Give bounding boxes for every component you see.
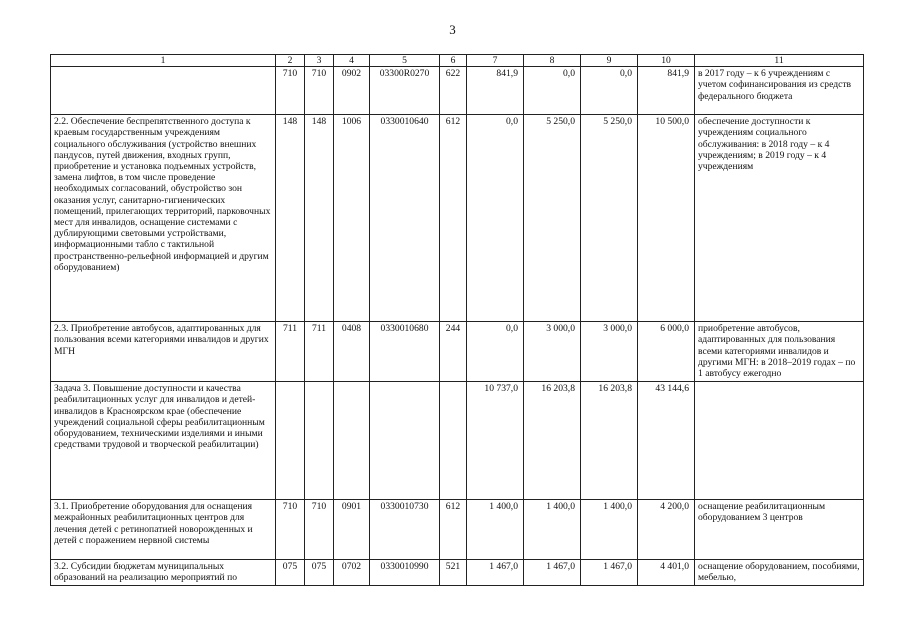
amount-2018: 16 203,8 [524, 382, 581, 500]
rz-code: 075 [305, 560, 334, 586]
grbs-code [276, 382, 305, 500]
amount-2019: 1 400,0 [581, 500, 638, 560]
amount-2019: 3 000,0 [581, 322, 638, 382]
column-number: 10 [638, 55, 695, 67]
amount-total: 4 200,0 [638, 500, 695, 560]
amount-2019: 5 250,0 [581, 115, 638, 322]
csr-code: 0330010990 [370, 560, 440, 586]
grbs-code: 710 [276, 67, 305, 115]
column-number: 2 [276, 55, 305, 67]
expected-result: в 2017 году – к 6 учреждениям с учетом софинансирования из средств федерального бюджета [695, 67, 864, 115]
activity-name: 3.1. Приобретение оборудования для оснащения межрайонных реабилитационных центров для лечения детей с ретинопатией новорожденных и детей с поражением нервной системы [51, 500, 276, 560]
grbs-code: 148 [276, 115, 305, 322]
vr-code: 612 [440, 500, 467, 560]
pr-code: 0902 [334, 67, 370, 115]
amount-total: 43 144,6 [638, 382, 695, 500]
vr-code: 622 [440, 67, 467, 115]
amount-2018: 1 400,0 [524, 500, 581, 560]
budget-table [50, 54, 864, 586]
rz-code [305, 382, 334, 500]
activity-name [51, 67, 276, 115]
table-row [51, 560, 864, 586]
table-row [51, 500, 864, 560]
activity-name: 2.2. Обеспечение беспрепятственного доступа к краевым государственным учреждениям социального обслуживания (устройство внешних пандусов, путей движения, входных групп, приобретение и установка подъемных устройств, замена лифтов, в том числе проведение необходимых согласований, обустройство зон оказания услуг, санитарно-гигиенических помещений, прилегающих территорий, парковочных мест для инвалидов, оснащение системами с дублирующими световыми устройствами, информационными табло с тактильной пространственно-рельефной информацией и другим оборудованием) [51, 115, 276, 322]
amount-2019: 16 203,8 [581, 382, 638, 500]
activity-name: 2.3. Приобретение автобусов, адаптированных для пользования всеми категориями инвалидов и других МГН [51, 322, 276, 382]
csr-code: 0330010680 [370, 322, 440, 382]
task-name: Задача 3. Повышение доступности и качества реабилитационных услуг для инвалидов и детей-инвалидов в Красноярском крае (обеспечение учреждений социальной сферы реабилитационным оборудованием, техническими изделиями и иными средствами трудовой и творческой реабилитации) [51, 382, 276, 500]
column-number: 1 [51, 55, 276, 67]
column-number: 8 [524, 55, 581, 67]
amount-2017: 1 400,0 [467, 500, 524, 560]
pr-code: 1006 [334, 115, 370, 322]
amount-2017: 10 737,0 [467, 382, 524, 500]
column-number: 3 [305, 55, 334, 67]
vr-code: 521 [440, 560, 467, 586]
vr-code: 244 [440, 322, 467, 382]
expected-result: оснащение реабилитационным оборудованием 3 центров [695, 500, 864, 560]
csr-code [370, 382, 440, 500]
amount-total: 841,9 [638, 67, 695, 115]
rz-code: 148 [305, 115, 334, 322]
table-row [51, 382, 864, 500]
vr-code: 612 [440, 115, 467, 322]
pr-code [334, 382, 370, 500]
amount-2018: 5 250,0 [524, 115, 581, 322]
table-row [51, 322, 864, 382]
csr-code: 0330010640 [370, 115, 440, 322]
grbs-code: 711 [276, 322, 305, 382]
expected-result: оснащение оборудованием, пособиями, мебелью, [695, 560, 864, 586]
expected-result: обеспечение доступности к учреждениям социального обслуживания: в 2018 году – к 4 учреждениям; в 2019 году – к 4 учреждениям [695, 115, 864, 322]
pr-code: 0901 [334, 500, 370, 560]
amount-total: 4 401,0 [638, 560, 695, 586]
amount-2019: 1 467,0 [581, 560, 638, 586]
amount-2017: 0,0 [467, 115, 524, 322]
amount-2017: 0,0 [467, 322, 524, 382]
grbs-code: 075 [276, 560, 305, 586]
column-number: 7 [467, 55, 524, 67]
csr-code: 0330010730 [370, 500, 440, 560]
rz-code: 710 [305, 500, 334, 560]
grbs-code: 710 [276, 500, 305, 560]
vr-code [440, 382, 467, 500]
amount-2017: 841,9 [467, 67, 524, 115]
amount-2018: 0,0 [524, 67, 581, 115]
pr-code: 0702 [334, 560, 370, 586]
table-row [51, 115, 864, 322]
amount-total: 6 000,0 [638, 322, 695, 382]
csr-code: 03300R0270 [370, 67, 440, 115]
column-number: 6 [440, 55, 467, 67]
rz-code: 711 [305, 322, 334, 382]
column-number: 4 [334, 55, 370, 67]
pr-code: 0408 [334, 322, 370, 382]
amount-2018: 3 000,0 [524, 322, 581, 382]
rz-code: 710 [305, 67, 334, 115]
amount-2017: 1 467,0 [467, 560, 524, 586]
activity-name: 3.2. Субсидии бюджетам муниципальных образований на реализацию мероприятий по [51, 560, 276, 586]
expected-result [695, 382, 864, 500]
amount-2018: 1 467,0 [524, 560, 581, 586]
column-number: 11 [695, 55, 864, 67]
amount-2019: 0,0 [581, 67, 638, 115]
amount-total: 10 500,0 [638, 115, 695, 322]
column-number: 9 [581, 55, 638, 67]
table-row [51, 67, 864, 115]
column-number: 5 [370, 55, 440, 67]
page-number: 3 [449, 22, 456, 37]
expected-result: приобретение автобусов, адаптированных для пользования всеми категориями инвалидов и другими МГН: в 2018–2019 годах – по 1 автобусу ежегодно [695, 322, 864, 382]
column-number-row [51, 55, 864, 67]
